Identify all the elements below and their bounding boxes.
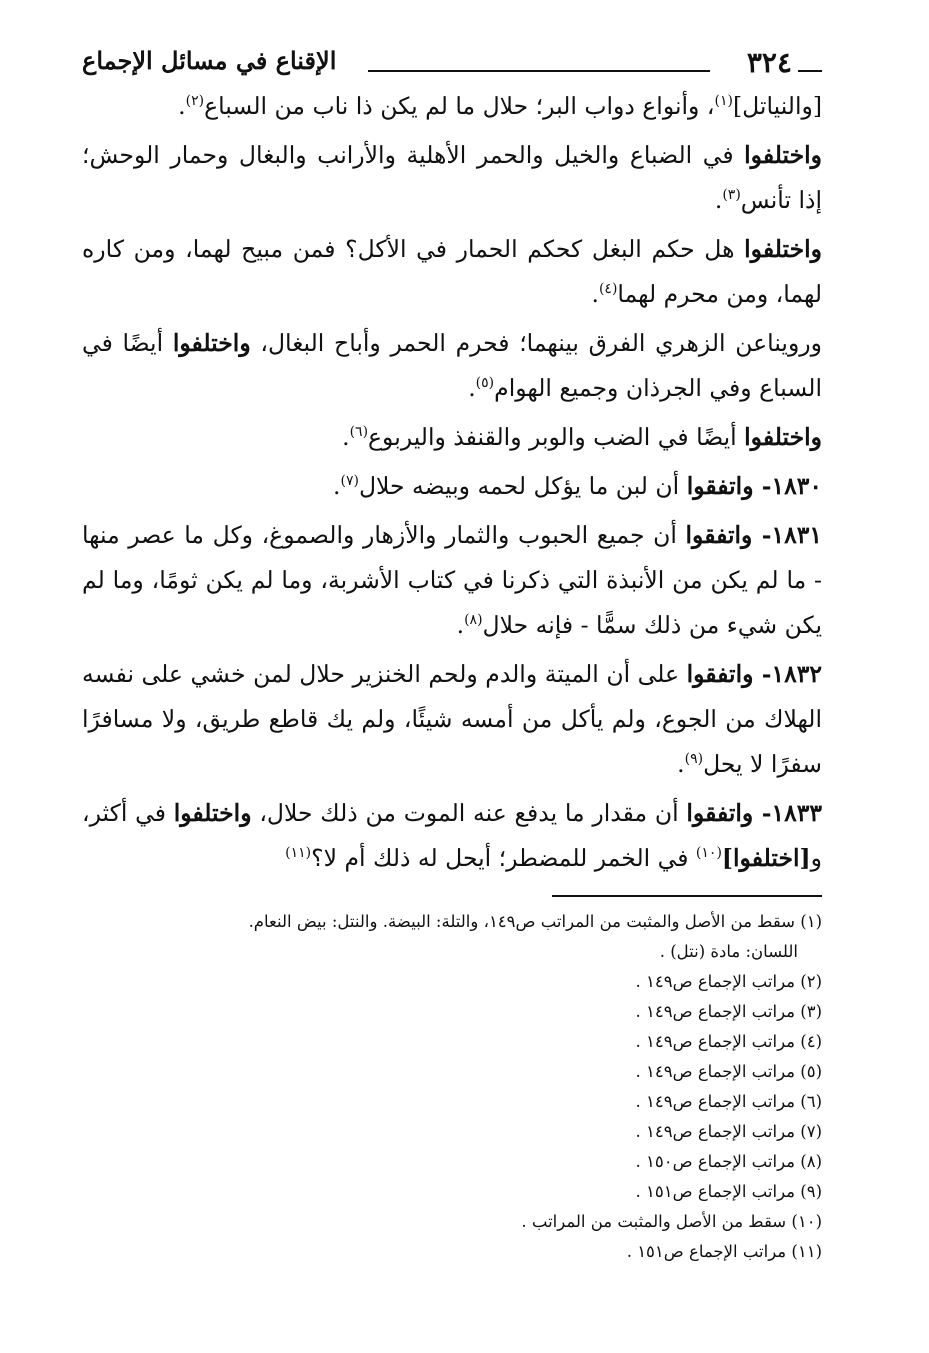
paragraph: ورويناعن الزهري الفرق بينهما؛ فحرم الحمر وأباح البغال، واختلفوا أيضًا في السباع وفي الجرذان وجميع الهوام$^{(٥)}$.: [82, 329, 823, 402]
footnote: (٨) مراتب الإجماع ص١٥٠ .: [635, 1152, 822, 1171]
footnote: (٣) مراتب الإجماع ص١٤٩ .: [635, 1002, 822, 1021]
paragraph: ١٨٣٣- واتفقوا أن مقدار ما يدفع عنه الموت من ذلك حلال، واختلفوا في أكثر، و[اختلفوا]$^{(١٠)}$ في الخمر للمضطر؛ أيحل له ذلك أم لا؟$^{(١١)}$: [82, 799, 822, 872]
footnote: (١) سقط من الأصل والمثبت من المراتب ص١٤٩، والتلة: البيضة. والنتل: بيض النعام.: [248, 912, 822, 931]
footnote-ref: (١): [714, 93, 733, 110]
paragraph: ١٨٣٢- واتفقوا على أن الميتة والدم ولحم الخنزير حلال لمن خشي على نفسه الهلاك من الجوع، ولم يأكل من أمسه شيئًا، ولم يك قاطع طريق، ولا مسافرًا سفرًا لا يحل$^{(٩)}$.: [82, 660, 822, 778]
paragraph: ١٨٣٠- واتفقوا أن لبن ما يؤكل لحمه وبيضه حلال$^{(٧)}$.: [333, 472, 822, 500]
footnotes: [82, 907, 822, 1267]
footnote-ref: (١١): [285, 845, 312, 862]
footnote: (٤) مراتب الإجماع ص١٤٩ .: [635, 1032, 822, 1051]
footnote-ref: (١٠): [695, 845, 722, 862]
main-text: [82, 84, 822, 881]
footnote: (٥) مراتب الإجماع ص١٤٩ .: [635, 1062, 822, 1081]
footnote-ref: (٨): [464, 612, 483, 629]
footnote: (١١) مراتب الإجماع ص١٥١ .: [626, 1242, 822, 1261]
paragraph: ١٨٣١- واتفقوا أن جميع الحبوب والثمار والأزهار والصموغ، وكل ما عصر منها - ما لم يكن من الأنبذة التي ذكرنا في كتاب الأشربة، وما لم يكن ثومًا، وما لم يكن شيء من ذلك سمًّا - فإنه حلال$^{(٨)}$.: [82, 521, 822, 639]
paragraph: واختلفوا في الضباع والخيل والحمر الأهلية والأرانب والبغال وحمار الوحش؛ إذا تأنس$^{(٣)}$.: [82, 141, 822, 214]
footnote-ref: (٩): [684, 751, 704, 768]
footnote: (٧) مراتب الإجماع ص١٤٩ .: [635, 1122, 822, 1141]
header-rule-middle: [368, 70, 710, 72]
footnote-ref: (٦): [349, 424, 369, 441]
footnote-ref: (٤): [598, 281, 618, 298]
footnote: (٢) مراتب الإجماع ص١٤٩ .: [635, 972, 822, 991]
page-number: ٣٢٤: [746, 46, 792, 79]
footnote-divider: [552, 895, 822, 897]
page-header: [82, 40, 822, 84]
footnote-ref: (٥): [475, 375, 495, 392]
footnote: (٩) مراتب الإجماع ص١٥١ .: [635, 1182, 822, 1201]
page: [82, 40, 822, 1267]
footnote-ref: (٢): [185, 93, 205, 110]
paragraph: واختلفوا هل حكم البغل كحكم الحمار في الأكل؟ فمن مبيح لهما، ومن كاره لهما، ومن محرم لهما$^{(٤)}$.: [82, 235, 822, 308]
paragraph: واختلفوا أيضًا في الضب والوبر والقنفذ واليربوع$^{(٦)}$.: [342, 423, 822, 451]
header-rule-right: [798, 70, 822, 72]
footnote-continuation: اللسان: مادة (نتل) .: [659, 942, 798, 961]
running-title: الإقناع في مسائل الإجماع: [82, 46, 337, 75]
footnote: (١٠) سقط من الأصل والمثبت من المراتب .: [521, 1212, 822, 1231]
paragraph: [والنياتل]$^{(١)}$، وأنواع دواب البر؛ حلال ما لم يكن ذا ناب من السباع$^{(٢)}$.: [178, 92, 822, 120]
footnote-ref: (٧): [340, 473, 359, 490]
footnote-ref: (٣): [722, 187, 741, 204]
footnote: (٦) مراتب الإجماع ص١٤٩ .: [635, 1092, 822, 1111]
